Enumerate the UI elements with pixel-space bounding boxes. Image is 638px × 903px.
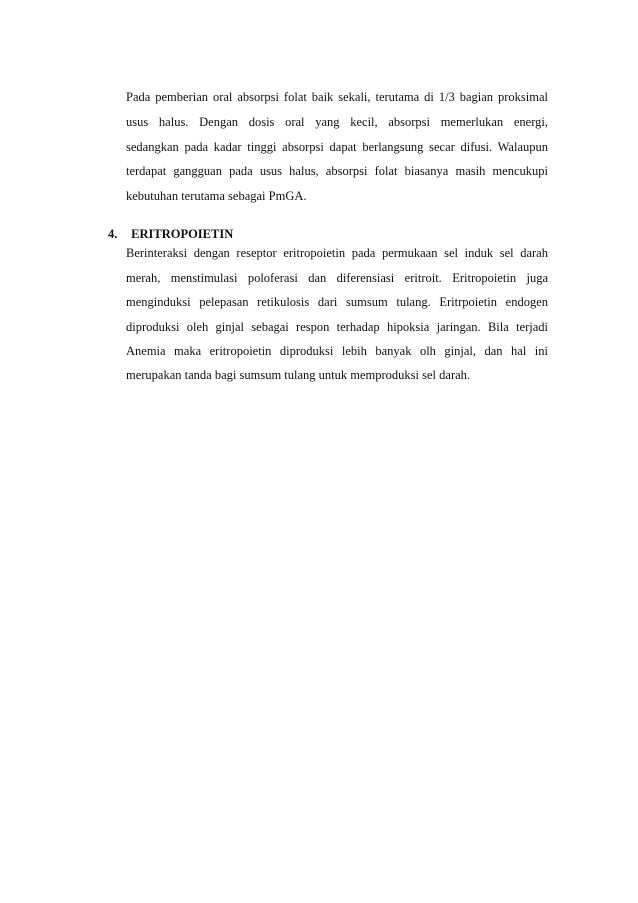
paragraph-1-line-5: kebutuhan terutama sebagai PmGA. [126, 189, 307, 203]
paragraph-1-line-4: terdapat gangguan pada usus halus, absorpsi folat biasanya masih mencukupi [126, 164, 548, 178]
section-4-line-3: menginduksi pelepasan retikulosis dari sumsum tulang. Eritrpoietin endogen [126, 295, 548, 309]
section-4-number: 4. [108, 227, 118, 241]
section-4-line-1: Berinteraksi dengan reseptor eritropoietin pada permukaan sel induk sel darah [126, 246, 548, 260]
section-4-line-6: merupakan tanda bagi sumsum tulang untuk memproduksi sel darah. [126, 368, 471, 382]
section-4-line-5: Anemia maka eritropoietin diproduksi lebih banyak olh ginjal, dan hal ini [126, 344, 548, 358]
paragraph-1-line-1: Pada pemberian oral absorpsi folat baik sekali, terutama di 1/3 bagian proksimal [126, 90, 548, 104]
section-4-heading [108, 226, 233, 242]
paragraph-1-line-2: usus halus. Dengan dosis oral yang kecil, absorpsi memerlukan energi, [126, 115, 548, 129]
section-4-line-2: merah, menstimulasi poloferasi dan diferensiasi eritroit. Eritropoietin juga [126, 271, 548, 285]
section-4-line-4: diproduksi oleh ginjal sebagai respon terhadap hipoksia jaringan. Bila terjadi [126, 320, 548, 334]
paragraph-1-line-3: sedangkan pada kadar tinggi absorpsi dapat berlangsung secar difusi. Walaupun [126, 140, 548, 154]
section-4-title: ERITROPOIETIN [131, 227, 234, 241]
